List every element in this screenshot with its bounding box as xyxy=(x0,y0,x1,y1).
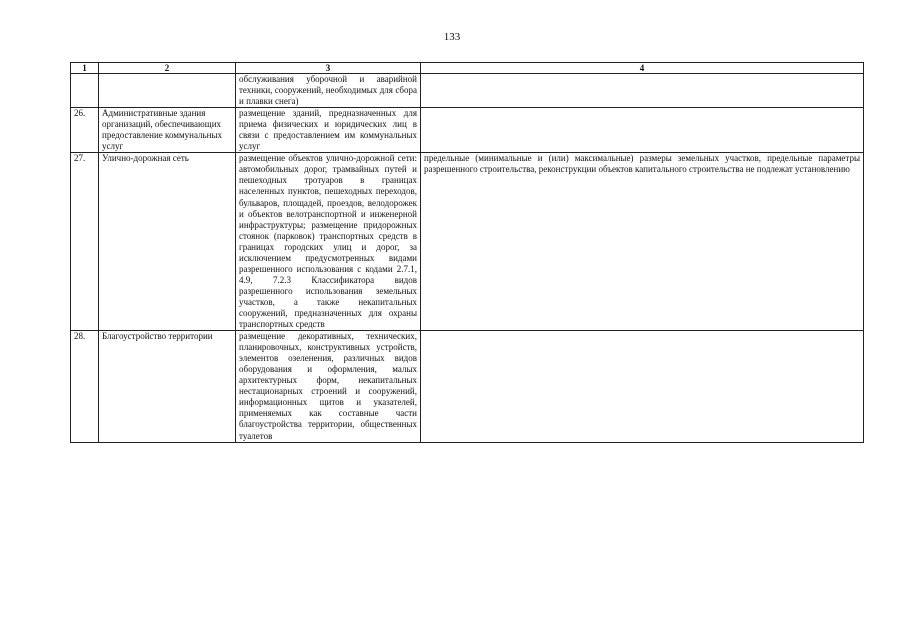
land-use-table xyxy=(70,62,864,443)
column-header-3: 3 xyxy=(236,63,421,74)
table-row xyxy=(71,153,864,331)
use-parameters xyxy=(421,108,864,153)
table-row xyxy=(71,331,864,442)
use-parameters xyxy=(421,331,864,442)
use-parameters xyxy=(421,74,864,108)
use-name: Благоустройство территории xyxy=(99,331,236,442)
row-number: 28. xyxy=(71,331,99,442)
column-header-4: 4 xyxy=(421,63,864,74)
page-number: 133 xyxy=(443,31,461,43)
row-number: 27. xyxy=(71,153,99,331)
table-row xyxy=(71,108,864,153)
use-description: размещение объектов улично-дорожной сети: автомобильных дорог, трамвайных путей и пешеходных тротуаров в границах населенных пунктов, пешеходных переходов, бульваров, площадей, проездов, велодорожек и объектов велотранспортной и инженерной инфраструктуры; размещение придорожных стоянок (парковок) транспортных средств в границах городских улиц и дорог, за исключением предусмотренных видами разрешенного использования с кодами 2.7.1, 4.9, 7.2.3 Классификатора видов разрешенного использования земельных участков, а также некапитальных сооружений, предназначенных для охраны транспортных средств xyxy=(236,153,421,331)
use-description: обслуживания уборочной и аварийной техники, сооружений, необходимых для сбора и плавки снега) xyxy=(236,74,421,108)
use-name: Улично-дорожная сеть xyxy=(99,153,236,331)
use-description: размещение декоративных, технических, планировочных, конструктивных устройств, элементов озеленения, различных видов оборудования и оформления, малых архитектурных форм, некапитальных нестационарных строений и сооружений, информационных щитов и указателей, применяемых как составные части благоустройства территории, общественных туалетов xyxy=(236,331,421,442)
column-header-2: 2 xyxy=(99,63,236,74)
table-header-row xyxy=(71,63,864,74)
use-parameters: предельные (минимальные и (или) максимальные) размеры земельных участков, предельные параметры разрешенного строительства, реконструкции объектов капитального строительства не подлежат установлению xyxy=(421,153,864,331)
use-name xyxy=(99,74,236,108)
row-number xyxy=(71,74,99,108)
column-header-1: 1 xyxy=(71,63,99,74)
use-name: Административные здания организаций, обеспечивающих предоставление коммунальных услуг xyxy=(99,108,236,153)
table-row-continuation xyxy=(71,74,864,108)
row-number: 26. xyxy=(71,108,99,153)
use-description: размещение зданий, предназначенных для приема физических и юридических лиц в связи с предоставлением им коммунальных услуг xyxy=(236,108,421,153)
